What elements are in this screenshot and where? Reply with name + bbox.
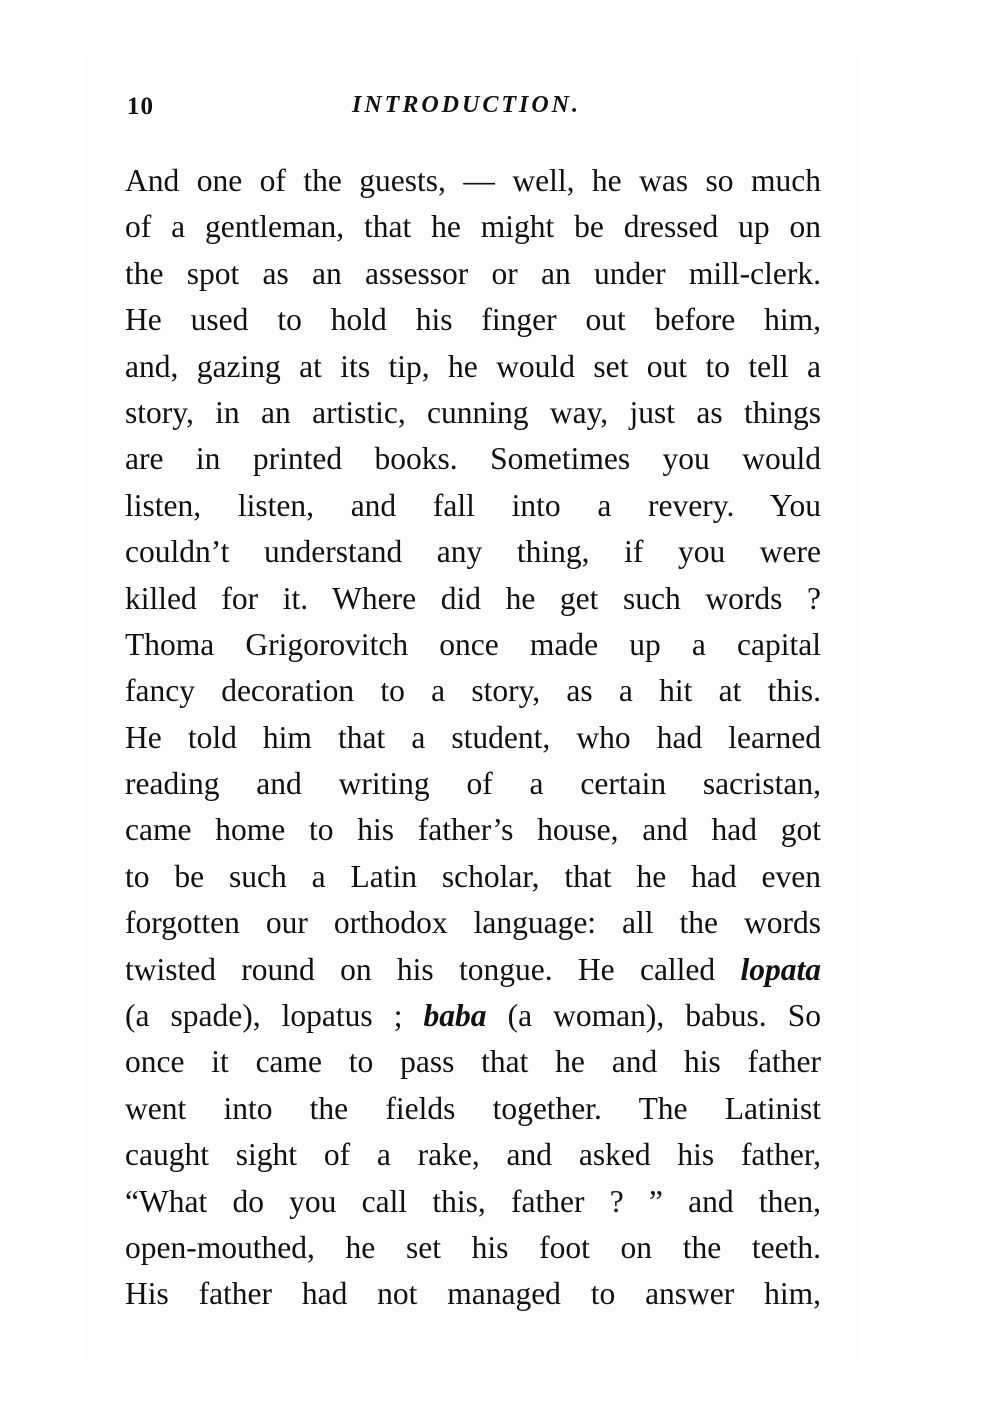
text-line: and, gazing at its tip, he would set out to tell a: [125, 348, 821, 384]
text-line: caught sight of a rake, and asked his father,: [125, 1137, 821, 1173]
text-line: forgotten our orthodox language: all the words: [125, 905, 821, 941]
text-line: open-mouthed, he set his foot on the teeth.: [125, 1229, 821, 1265]
text-segment: twisted round on his tongue. He called: [125, 951, 741, 987]
italic-word: baba: [423, 998, 487, 1034]
text-line: And one of the guests, — well, he was so much: [125, 163, 821, 198]
text-line: “What do you call this, father ? ” and then,: [125, 1183, 821, 1219]
text-line: He used to hold his finger out before him,: [125, 302, 821, 338]
text-line: listen, listen, and fall into a revery. You: [125, 487, 821, 523]
italic-word: lopata: [740, 951, 821, 987]
text-line: once it came to pass that he and his father: [125, 1044, 821, 1080]
text-line: story, in an artistic, cunning way, just as things: [125, 394, 821, 430]
text-line: killed for it. Where did he get such words ?: [125, 580, 821, 616]
text-line: couldn’t understand any thing, if you were: [125, 534, 821, 570]
text-line-with-italic: [125, 947, 821, 993]
page-number: 10: [127, 93, 154, 120]
text-segment: (a spade), lopatus ;: [125, 998, 424, 1034]
text-line: fancy decoration to a story, as a hit at this.: [125, 673, 821, 709]
text-line: reading and writing of a certain sacristan,: [125, 766, 821, 802]
text-line: the spot as an assessor or an under mill-clerk.: [125, 255, 821, 291]
text-line: His father had not managed to answer him,: [125, 1276, 821, 1312]
text-line: are in printed books. Sometimes you would: [125, 441, 821, 477]
text-line: of a gentleman, that he might be dressed up on: [125, 209, 821, 245]
text-line: to be such a Latin scholar, that he had even: [125, 858, 821, 894]
text-line-with-italic: [125, 993, 821, 1039]
text-line: went into the fields together. The Latinist: [125, 1090, 821, 1126]
text-line: came home to his father’s house, and had got: [125, 812, 821, 848]
running-head-title: INTRODUCTION.: [352, 92, 582, 118]
text-line: Thoma Grigorovitch once made up a capital: [125, 626, 821, 662]
text-segment: (a woman), babus. So: [486, 998, 821, 1034]
text-line: He told him that a student, who had learned: [125, 719, 821, 755]
body-text: [125, 158, 821, 1318]
running-head: [0, 0, 1000, 140]
